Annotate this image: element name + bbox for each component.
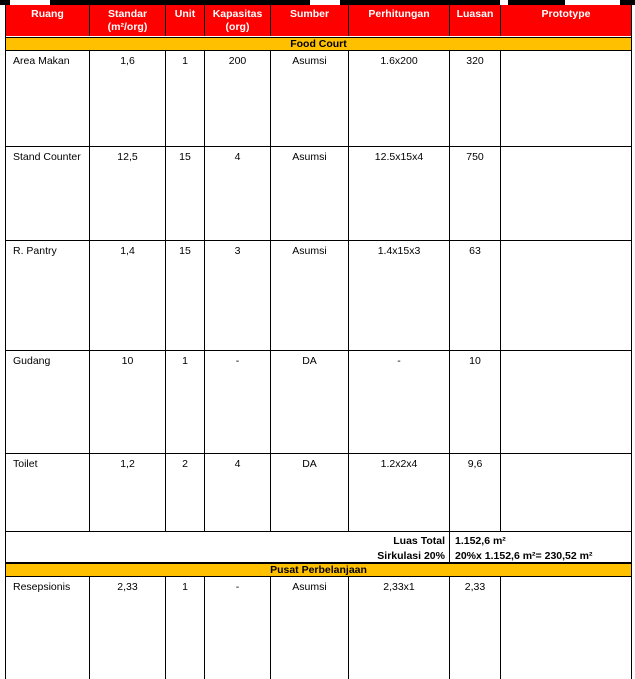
table-row bbox=[6, 241, 631, 351]
cell-unit: 15 bbox=[166, 147, 205, 240]
col-kapasitas: Kapasitas (org) bbox=[205, 5, 271, 36]
cell-ruang: Gudang bbox=[6, 351, 90, 453]
cell-kapasitas: 3 bbox=[205, 241, 271, 350]
cell-prototype bbox=[501, 51, 631, 146]
cell-standar: 1,6 bbox=[90, 51, 166, 146]
section-pusat-perbelanjaan: Pusat Perbelanjaan bbox=[6, 563, 631, 577]
cell-prototype bbox=[501, 577, 631, 679]
cell-kapasitas: - bbox=[205, 351, 271, 453]
table-row bbox=[6, 51, 631, 147]
cell-standar: 12,5 bbox=[90, 147, 166, 240]
cell-perhitungan: 1.6x200 bbox=[349, 51, 450, 146]
cell-perhitungan: 12.5x15x4 bbox=[349, 147, 450, 240]
sirkulasi-label: Sirkulasi 20% bbox=[377, 550, 445, 562]
cell-standar: 10 bbox=[90, 351, 166, 453]
cell-unit: 2 bbox=[166, 454, 205, 531]
cell-luasan: 63 bbox=[450, 241, 501, 350]
cell-ruang: Toilet bbox=[6, 454, 90, 531]
cell-unit: 1 bbox=[166, 51, 205, 146]
cell-prototype bbox=[501, 351, 631, 453]
cell-sumber: Asumsi bbox=[271, 577, 349, 679]
table-header bbox=[6, 5, 631, 36]
cell-standar: 1,2 bbox=[90, 454, 166, 531]
food-court-summary bbox=[6, 532, 631, 563]
cell-ruang: R. Pantry bbox=[6, 241, 90, 350]
luas-total-value: 1.152,6 m² bbox=[455, 535, 506, 547]
cell-prototype bbox=[501, 147, 631, 240]
cell-luasan: 9,6 bbox=[450, 454, 501, 531]
space-program-table bbox=[5, 5, 632, 679]
cell-perhitungan: 1.2x2x4 bbox=[349, 454, 450, 531]
cell-kapasitas: 4 bbox=[205, 147, 271, 240]
table-row bbox=[6, 454, 631, 532]
cell-standar: 1,4 bbox=[90, 241, 166, 350]
cell-sumber: DA bbox=[271, 351, 349, 453]
col-unit: Unit bbox=[166, 5, 205, 36]
cell-perhitungan: 2,33x1 bbox=[349, 577, 450, 679]
cell-perhitungan: - bbox=[349, 351, 450, 453]
col-prototype: Prototype bbox=[541, 8, 591, 20]
cell-prototype bbox=[501, 241, 631, 350]
cell-sumber: Asumsi bbox=[271, 51, 349, 146]
cell-luasan: 750 bbox=[450, 147, 501, 240]
col-perhitungan: Perhitungan bbox=[349, 5, 450, 36]
col-standar: Standar (m²/org) bbox=[90, 5, 166, 36]
cell-ruang: Area Makan bbox=[6, 51, 90, 146]
cell-luasan: 320 bbox=[450, 51, 501, 146]
col-luasan: Luasan bbox=[450, 5, 501, 36]
table-row bbox=[6, 351, 631, 454]
cell-kapasitas: 4 bbox=[205, 454, 271, 531]
cell-luasan: 2,33 bbox=[450, 577, 501, 679]
col-sumber: Sumber bbox=[271, 5, 349, 36]
cell-sumber: Asumsi bbox=[271, 241, 349, 350]
section-food-court: Food Court bbox=[6, 37, 631, 51]
cell-prototype bbox=[501, 454, 631, 531]
luas-total-label: Luas Total bbox=[393, 535, 445, 547]
table-row bbox=[6, 577, 631, 679]
cell-ruang: Stand Counter bbox=[6, 147, 90, 240]
cell-ruang: Resepsionis bbox=[6, 577, 90, 679]
table-row bbox=[6, 147, 631, 241]
cell-kapasitas: 200 bbox=[205, 51, 271, 146]
cell-unit: 1 bbox=[166, 351, 205, 453]
sirkulasi-value: 20%x 1.152,6 m²= 230,52 m² bbox=[455, 550, 593, 562]
cell-unit: 1 bbox=[166, 577, 205, 679]
cell-sumber: Asumsi bbox=[271, 147, 349, 240]
cell-luasan: 10 bbox=[450, 351, 501, 453]
col-ruang: Ruang bbox=[6, 5, 90, 36]
cell-kapasitas: - bbox=[205, 577, 271, 679]
cell-unit: 15 bbox=[166, 241, 205, 350]
cell-standar: 2,33 bbox=[90, 577, 166, 679]
summary-divider bbox=[449, 532, 450, 563]
cell-sumber: DA bbox=[271, 454, 349, 531]
cell-perhitungan: 1.4x15x3 bbox=[349, 241, 450, 350]
